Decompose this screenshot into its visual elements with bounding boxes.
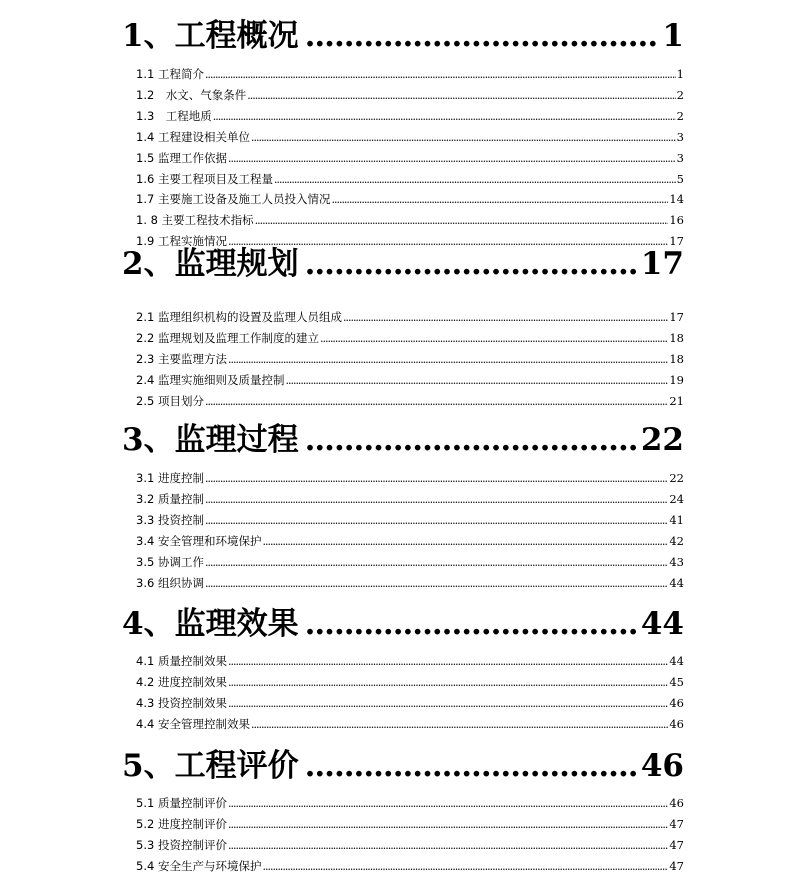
toc-section-page: 46 — [669, 796, 684, 810]
toc-section-title: 4.4 安全管理控制效果 — [136, 716, 250, 731]
toc-section-page: 41 — [669, 512, 684, 527]
toc-section-item[interactable] — [136, 835, 684, 855]
toc-section-title: 1.4 工程建设相关单位 — [136, 129, 250, 144]
toc-section-title: 2.4 监理实施细则及质量控制 — [136, 372, 285, 387]
toc-dot-leader — [247, 86, 675, 106]
toc-chapter-4[interactable] — [122, 604, 684, 644]
toc-dot-leader — [305, 16, 659, 56]
toc-chapter-page: 44 — [640, 606, 684, 642]
toc-dot-leader — [305, 746, 637, 786]
toc-section-page: 47 — [669, 816, 684, 831]
toc-section-item[interactable] — [136, 189, 684, 209]
toc-section-page: 17 — [669, 234, 684, 249]
toc-section-item[interactable] — [136, 307, 684, 327]
toc-chapter-title: 3、监理过程 — [122, 422, 299, 458]
toc-section-title: 3.2 质量控制 — [136, 491, 204, 506]
toc-section-page: 2 — [676, 108, 684, 123]
toc-section-title: 5.1 质量控制评价 — [136, 796, 227, 810]
toc-chapter-page: 46 — [640, 748, 684, 784]
toc-section-item[interactable] — [136, 468, 684, 488]
toc-section-page: 24 — [669, 491, 684, 506]
toc-section-page: 45 — [669, 674, 684, 689]
toc-section-item[interactable] — [136, 328, 684, 348]
toc-section-page: 17 — [669, 310, 684, 324]
toc-section-item[interactable] — [136, 489, 684, 509]
toc-section-title: 1.9 工程实施情况 — [136, 234, 227, 249]
toc-dot-leader — [285, 371, 668, 391]
toc-section-page: 43 — [669, 554, 684, 569]
toc-section-title: 1.5 监理工作依据 — [136, 150, 227, 165]
toc-section-item[interactable] — [136, 85, 684, 105]
toc-chapter-title: 2、监理规划 — [122, 246, 299, 282]
toc-section-page: 42 — [669, 533, 684, 548]
toc-dot-leader — [228, 794, 668, 814]
toc-section-item[interactable] — [136, 793, 684, 813]
toc-section-page: 3 — [676, 150, 684, 165]
toc-section-title: 5.3 投资控制评价 — [136, 837, 227, 852]
toc-dot-leader — [205, 511, 668, 531]
toc-dot-leader — [305, 604, 637, 644]
toc-section-page: 1 — [676, 67, 684, 81]
toc-section-title: 2.3 主要监理方法 — [136, 351, 227, 366]
toc-section-title: 4.2 进度控制效果 — [136, 674, 227, 689]
toc-section-item[interactable] — [136, 573, 684, 593]
toc-dot-leader — [205, 469, 668, 489]
toc-section-item[interactable] — [136, 391, 684, 411]
toc-section-item[interactable] — [136, 672, 684, 692]
toc-section-page: 22 — [669, 471, 684, 485]
toc-section-title: 2.2 监理规划及监理工作制度的建立 — [136, 330, 319, 345]
toc-section-title: 3.1 进度控制 — [136, 471, 204, 485]
toc-section-page: 44 — [669, 575, 684, 590]
toc-section-item[interactable] — [136, 127, 684, 147]
toc-section-page: 2 — [676, 87, 684, 102]
toc-section-item[interactable] — [136, 651, 684, 671]
toc-dot-leader — [251, 128, 676, 148]
toc-section-page: 46 — [669, 695, 684, 710]
toc-dot-leader — [228, 694, 668, 714]
toc-chapter-5[interactable] — [122, 746, 684, 786]
toc-chapter-page: 17 — [640, 246, 684, 282]
toc-section-page: 18 — [669, 351, 684, 366]
toc-section-page: 47 — [669, 858, 684, 873]
toc-chapter-2[interactable] — [122, 244, 684, 284]
toc-dot-leader — [228, 652, 668, 672]
toc-section-item[interactable] — [136, 64, 684, 84]
toc-section-item[interactable] — [136, 349, 684, 369]
toc-section-page: 44 — [669, 654, 684, 668]
toc-dot-leader — [205, 553, 668, 573]
toc-section-item[interactable] — [136, 106, 684, 126]
toc-section-page: 47 — [669, 837, 684, 852]
toc-dot-leader — [305, 420, 637, 460]
toc-dot-leader — [228, 149, 676, 169]
toc-dot-leader — [274, 170, 676, 190]
toc-section-title: 5.2 进度控制评价 — [136, 816, 227, 831]
toc-section-item[interactable] — [136, 531, 684, 551]
toc-section-title: 5.4 安全生产与环境保护 — [136, 858, 262, 873]
toc-dot-leader — [205, 574, 668, 594]
toc-section-title: 4.3 投资控制效果 — [136, 695, 227, 710]
toc-section-title: 4.1 质量控制效果 — [136, 654, 227, 668]
toc-section-page: 5 — [676, 171, 684, 186]
toc-section-title: 1.1 工程简介 — [136, 67, 204, 81]
toc-chapter-page: 22 — [640, 422, 684, 458]
toc-dot-leader — [228, 350, 668, 370]
toc-dot-leader — [262, 857, 668, 877]
toc-dot-leader — [205, 392, 668, 412]
toc-dot-leader — [228, 815, 668, 835]
toc-dot-leader — [262, 532, 668, 552]
toc-chapter-title: 5、工程评价 — [122, 748, 299, 784]
toc-section-title: 1.7 主要施工设备及施工人员投入情况 — [136, 192, 331, 207]
toc-section-item[interactable] — [136, 856, 684, 876]
toc-section-item[interactable] — [136, 510, 684, 530]
toc-section-title: 2.1 监理组织机构的设置及监理人员组成 — [136, 310, 342, 324]
toc-section-page: 16 — [669, 213, 684, 228]
toc-section-item[interactable] — [136, 714, 684, 734]
toc-dot-leader — [255, 211, 669, 231]
toc-dot-leader — [228, 836, 668, 856]
toc-dot-leader — [213, 107, 676, 127]
toc-section-title: 1. 8 主要工程技术指标 — [136, 213, 254, 228]
toc-section-page: 21 — [669, 393, 684, 408]
toc-section-title: 1.3 工程地质 — [136, 108, 212, 123]
toc-dot-leader — [331, 190, 668, 210]
toc-chapter-title: 4、监理效果 — [122, 606, 299, 642]
toc-dot-leader — [228, 673, 668, 693]
toc-section-item[interactable] — [136, 148, 684, 168]
toc-dot-leader — [320, 329, 668, 349]
toc-section-page: 19 — [669, 372, 684, 387]
toc-section-title: 2.5 项目划分 — [136, 393, 204, 408]
toc-section-item[interactable] — [136, 693, 684, 713]
toc-dot-leader — [205, 490, 668, 510]
toc-section-title: 1.2 水文、气象条件 — [136, 87, 247, 102]
toc-section-title: 1.6 主要工程项目及工程量 — [136, 171, 273, 186]
toc-section-page: 46 — [669, 716, 684, 731]
toc-section-page: 14 — [669, 192, 684, 207]
toc-section-item[interactable] — [136, 169, 684, 189]
toc-chapter-title: 1、工程概况 — [122, 18, 299, 54]
toc-section-item[interactable] — [136, 552, 684, 572]
toc-dot-leader — [343, 308, 668, 328]
toc-section-page: 3 — [676, 129, 684, 144]
toc-section-item[interactable] — [136, 370, 684, 390]
toc-dot-leader — [305, 244, 637, 284]
toc-section-title: 3.3 投资控制 — [136, 512, 204, 527]
toc-dot-leader — [205, 65, 676, 85]
toc-section-page: 18 — [669, 330, 684, 345]
toc-section-item[interactable] — [136, 814, 684, 834]
toc-section-item[interactable] — [136, 210, 684, 230]
toc-chapter-page: 1 — [662, 18, 684, 54]
toc-section-title: 3.5 协调工作 — [136, 554, 204, 569]
toc-dot-leader — [251, 715, 668, 735]
toc-section-title: 3.6 组织协调 — [136, 575, 204, 590]
toc-chapter-3[interactable] — [122, 420, 684, 460]
toc-chapter-1[interactable] — [122, 16, 684, 56]
toc-section-title: 3.4 安全管理和环境保护 — [136, 533, 262, 548]
